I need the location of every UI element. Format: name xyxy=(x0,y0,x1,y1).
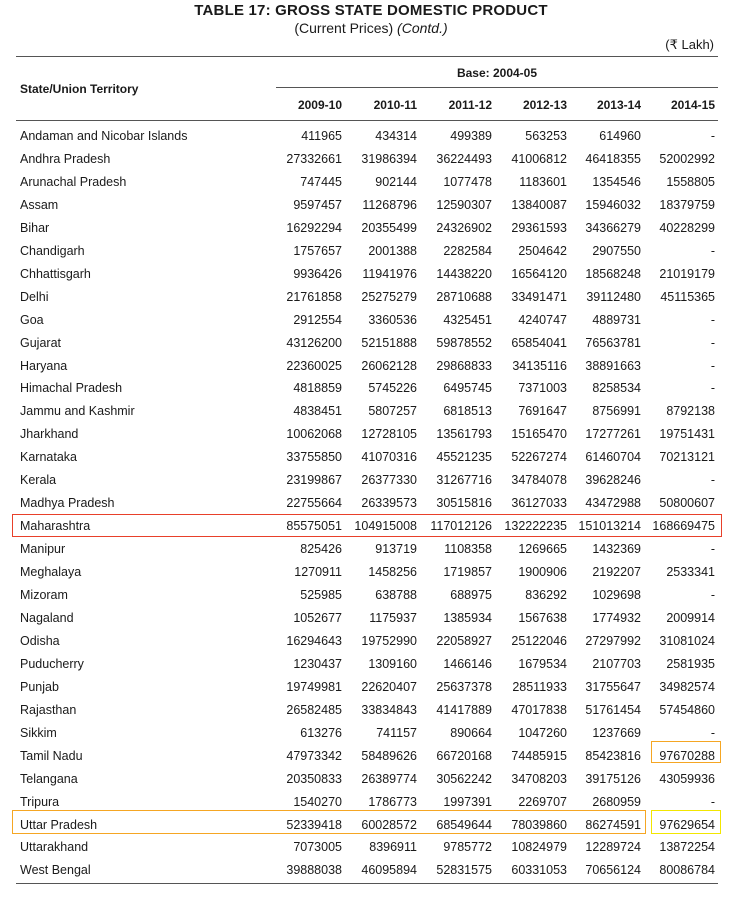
table-row xyxy=(0,861,742,884)
gsdp-cell: 28511933 xyxy=(512,679,567,694)
gsdp-cell: 74485915 xyxy=(511,748,567,763)
gsdp-cell: 52831575 xyxy=(436,863,492,878)
table-row xyxy=(0,655,742,678)
state-name: Tripura xyxy=(20,794,60,809)
gsdp-cell: 45521235 xyxy=(436,450,492,465)
gsdp-cell: 1900906 xyxy=(518,565,567,580)
gsdp-cell: 16564120 xyxy=(511,266,567,281)
state-name: Telangana xyxy=(20,771,78,786)
gsdp-cell: 1052677 xyxy=(293,610,342,625)
gsdp-cell: - xyxy=(710,335,715,350)
state-name: Rajasthan xyxy=(20,702,77,717)
gsdp-cell: 2282584 xyxy=(443,243,492,258)
gsdp-cell: 2107703 xyxy=(592,656,641,671)
gsdp-cell: 411965 xyxy=(301,129,342,143)
year-header: 2012-13 xyxy=(522,98,567,112)
gsdp-cell: 45115365 xyxy=(660,289,715,304)
gsdp-cell: 5745226 xyxy=(368,381,417,396)
state-name: Puducherry xyxy=(20,656,84,671)
table-row xyxy=(0,701,742,724)
gsdp-cell: 34366279 xyxy=(585,220,641,235)
state-name: Andaman and Nicobar Islands xyxy=(20,129,188,143)
table-subtitle xyxy=(0,20,742,36)
gsdp-cell: 741157 xyxy=(376,725,417,740)
gsdp-cell: 41417889 xyxy=(436,702,492,717)
gsdp-cell: - xyxy=(710,542,715,557)
gsdp-cell: 8396911 xyxy=(369,840,417,855)
gsdp-cell: 26062128 xyxy=(361,358,417,373)
gsdp-cell: 1786773 xyxy=(368,794,417,809)
gsdp-cell: 4240747 xyxy=(518,312,567,327)
gsdp-cell: 836292 xyxy=(525,588,567,602)
table-title: TABLE 17: GROSS STATE DOMESTIC PRODUCT xyxy=(194,2,548,19)
gsdp-cell: 21019179 xyxy=(659,266,715,281)
gsdp-cell: 1719857 xyxy=(443,565,492,580)
state-name: Delhi xyxy=(20,289,49,304)
table-row xyxy=(0,311,742,334)
gsdp-cell: 12289724 xyxy=(585,840,641,855)
table-row xyxy=(0,265,742,288)
gsdp-cell: 25275279 xyxy=(361,289,417,304)
gsdp-cell: 16292294 xyxy=(286,220,342,235)
state-name: Chandigarh xyxy=(20,243,85,258)
table-row xyxy=(0,334,742,357)
gsdp-cell: 151013214 xyxy=(578,519,641,534)
gsdp-cell: 2533341 xyxy=(666,565,715,580)
gsdp-cell: 1466146 xyxy=(443,656,492,671)
gsdp-cell: 10062068 xyxy=(286,427,342,442)
gsdp-cell: 1458256 xyxy=(368,565,417,580)
gsdp-cell: 2680959 xyxy=(592,794,641,809)
gsdp-cell: 52002992 xyxy=(659,151,715,166)
gsdp-cell: - xyxy=(710,725,715,740)
year-header: 2014-15 xyxy=(670,98,715,112)
table-row xyxy=(0,425,742,448)
table-row xyxy=(0,540,742,563)
maharashtra-row-highlight xyxy=(12,514,722,537)
gsdp-cell: 13561793 xyxy=(436,427,492,442)
gsdp-cell: 8258534 xyxy=(592,381,641,396)
gsdp-cell: 43126200 xyxy=(286,335,342,350)
gsdp-cell: 29868833 xyxy=(436,358,492,373)
gsdp-cell: 66720168 xyxy=(436,748,492,763)
gsdp-cell: 57454860 xyxy=(659,702,715,717)
gsdp-cell: 47017838 xyxy=(511,702,567,717)
gsdp-cell: 614960 xyxy=(599,129,641,143)
gsdp-cell: 34784078 xyxy=(511,473,567,488)
gsdp-cell: 43059936 xyxy=(659,771,715,786)
gsdp-cell: 17277261 xyxy=(585,427,641,442)
gsdp-cell: 46095894 xyxy=(361,863,417,878)
gsdp-cell: 132222235 xyxy=(504,519,567,534)
state-name: Meghalaya xyxy=(20,565,82,580)
gsdp-cell: 688975 xyxy=(450,588,492,602)
gsdp-cell: - xyxy=(710,312,715,327)
gsdp-cell: 563253 xyxy=(525,129,567,143)
gsdp-cell: 1183601 xyxy=(519,174,567,189)
bottom-rule xyxy=(16,883,718,884)
table-row xyxy=(0,288,742,311)
gsdp-cell: 47973342 xyxy=(286,748,342,763)
gsdp-cell: 11268796 xyxy=(362,197,417,212)
state-name: Andhra Pradesh xyxy=(20,151,111,166)
state-name: Goa xyxy=(20,312,44,327)
gsdp-cell: 58489626 xyxy=(361,748,417,763)
gsdp-cell: 3360536 xyxy=(368,312,417,327)
gsdp-cell: 33834843 xyxy=(361,702,417,717)
table-row xyxy=(0,379,742,402)
gsdp-cell: - xyxy=(710,129,715,143)
gsdp-cell: 1237669 xyxy=(592,725,641,740)
gsdp-cell: 4889731 xyxy=(592,312,641,327)
gsdp-cell: 5807257 xyxy=(368,404,417,419)
gsdp-cell: 68549644 xyxy=(436,817,492,832)
gsdp-cell: 70656124 xyxy=(585,863,641,878)
table-row xyxy=(0,127,742,150)
gsdp-cell: 1774932 xyxy=(592,610,641,625)
gsdp-cell: 27297992 xyxy=(585,633,641,648)
year-header: 2009-10 xyxy=(297,98,342,112)
gsdp-cell: 26389774 xyxy=(361,771,417,786)
gsdp-cell: 747445 xyxy=(300,174,342,189)
state-name: Himachal Pradesh xyxy=(20,381,123,396)
gsdp-cell: - xyxy=(710,358,715,373)
gsdp-cell: 20350833 xyxy=(286,771,342,786)
state-name: Tamil Nadu xyxy=(20,748,83,763)
gsdp-cell: 1230437 xyxy=(293,656,342,671)
gsdp-cell: 65854041 xyxy=(511,335,567,350)
gsdp-cell: 31755647 xyxy=(585,679,641,694)
gsdp-cell: 1047260 xyxy=(518,725,567,740)
gsdp-cell: 1540270 xyxy=(293,794,342,809)
gsdp-cell: 19752990 xyxy=(361,633,417,648)
gsdp-cell: 97629654 xyxy=(659,817,715,832)
gsdp-cell: 31986394 xyxy=(361,151,417,166)
gsdp-cell: 40228299 xyxy=(659,220,715,235)
gsdp-cell: 12728105 xyxy=(361,427,417,442)
gsdp-cell: - xyxy=(710,243,715,258)
gsdp-cell: 52151888 xyxy=(361,335,417,350)
gsdp-cell: 1385934 xyxy=(443,610,492,625)
gsdp-cell: 36224493 xyxy=(436,151,492,166)
gsdp-cell: 78039860 xyxy=(511,817,567,832)
gsdp-cell: 7691647 xyxy=(518,404,567,419)
gsdp-cell: 7073005 xyxy=(293,840,342,855)
gsdp-cell: 613276 xyxy=(300,725,342,740)
gsdp-cell: 34708203 xyxy=(511,771,567,786)
base-year-label: Base: 2004-05 xyxy=(456,66,538,80)
header-rule xyxy=(16,120,718,121)
subtitle-prices: (Current Prices) xyxy=(294,20,394,36)
state-name: Haryana xyxy=(20,358,68,373)
uttar-pradesh-row-highlight xyxy=(12,810,646,834)
gsdp-cell: 60028572 xyxy=(361,817,417,832)
gsdp-cell: 34135116 xyxy=(512,358,567,373)
gsdp-cell: 2581935 xyxy=(666,656,715,671)
gsdp-cell: 26377330 xyxy=(361,473,417,488)
gsdp-cell: 25122046 xyxy=(511,633,567,648)
top-rule xyxy=(16,56,718,57)
gsdp-cell: 41006812 xyxy=(511,151,567,166)
table-row xyxy=(0,219,742,242)
gsdp-cell: 2009914 xyxy=(666,610,715,625)
gsdp-cell: 6818513 xyxy=(443,404,492,419)
gsdp-cell: 1108358 xyxy=(444,542,492,557)
table-row xyxy=(0,173,742,196)
gsdp-cell: 61460704 xyxy=(585,450,641,465)
state-name: Maharashtra xyxy=(20,519,91,534)
gsdp-cell: 19751431 xyxy=(659,427,715,442)
gsdp-cell: 76563781 xyxy=(585,335,641,350)
gsdp-cell: 890664 xyxy=(450,725,492,740)
gsdp-cell: 9936426 xyxy=(293,266,342,281)
gsdp-cell: 1270911 xyxy=(294,565,342,580)
gsdp-cell: 23199867 xyxy=(286,473,342,488)
gsdp-cell: 39175126 xyxy=(585,771,641,786)
table-row xyxy=(0,632,742,655)
gsdp-cell: 19749981 xyxy=(286,679,342,694)
gsdp-cell: 85423816 xyxy=(585,748,641,763)
table-row xyxy=(0,838,742,861)
gsdp-cell: 18379759 xyxy=(659,197,715,212)
gsdp-cell: 913719 xyxy=(375,542,417,557)
gsdp-cell: 1175937 xyxy=(369,610,417,625)
state-name: Mizoram xyxy=(20,588,68,602)
gsdp-cell: 1997391 xyxy=(443,794,492,809)
year-header: 2011-12 xyxy=(448,98,492,112)
state-name: Jharkhand xyxy=(20,427,79,442)
state-name: Karnataka xyxy=(20,450,77,465)
gsdp-cell: 59878552 xyxy=(436,335,492,350)
gsdp-cell: 4838451 xyxy=(293,404,342,419)
gsdp-cell: 24326902 xyxy=(436,220,492,235)
gsdp-cell: 60331053 xyxy=(511,863,567,878)
gsdp-cell: - xyxy=(710,794,715,809)
gsdp-cell: 26582485 xyxy=(286,702,342,717)
uttar-pradesh-2014-15-highlight xyxy=(651,810,721,834)
state-name: Manipur xyxy=(20,542,66,557)
gsdp-cell: 1679534 xyxy=(518,656,567,671)
table-row xyxy=(0,357,742,380)
gsdp-cell: 22360025 xyxy=(286,358,342,373)
gsdp-cell: 825426 xyxy=(300,542,342,557)
gsdp-cell: 15165470 xyxy=(511,427,567,442)
gsdp-cell: 7371003 xyxy=(518,381,567,396)
gsdp-cell: 2907550 xyxy=(592,243,641,258)
gsdp-cell: 2504642 xyxy=(518,243,567,258)
gsdp-cell: 12590307 xyxy=(436,197,492,212)
gsdp-cell: 50800607 xyxy=(659,496,715,511)
state-name: Uttar Pradesh xyxy=(20,817,98,832)
gsdp-cell: 43472988 xyxy=(585,496,641,511)
gsdp-cell: 4325451 xyxy=(443,312,492,327)
table-row xyxy=(0,747,742,770)
gsdp-cell: 9785772 xyxy=(443,840,492,855)
gsdp-cell: 2192207 xyxy=(592,565,641,580)
gsdp-cell: 25637378 xyxy=(436,679,492,694)
state-name: Punjab xyxy=(20,679,59,694)
gsdp-cell: 1029698 xyxy=(592,588,641,602)
subtitle-contd: (Contd.) xyxy=(397,20,448,36)
gsdp-cell: 18568248 xyxy=(585,266,641,281)
gsdp-cell: 22755664 xyxy=(286,496,342,511)
gsdp-cell: 70213121 xyxy=(659,450,715,465)
gsdp-cell: 26339573 xyxy=(361,496,417,511)
gsdp-cell: 1567638 xyxy=(518,610,567,625)
state-name: Bihar xyxy=(20,220,50,235)
gsdp-cell: 85575051 xyxy=(286,519,342,534)
gsdp-cell: 525985 xyxy=(300,588,342,602)
gsdp-cell: 33491471 xyxy=(511,289,567,304)
gsdp-cell: 36127033 xyxy=(511,496,567,511)
gsdp-cell: 39628246 xyxy=(585,473,641,488)
table-row xyxy=(0,770,742,793)
state-name: Jammu and Kashmir xyxy=(20,404,135,419)
gsdp-cell: 39888038 xyxy=(286,863,342,878)
table-row xyxy=(0,586,742,609)
gsdp-cell: 21761858 xyxy=(286,289,342,304)
state-name: West Bengal xyxy=(20,863,91,878)
gsdp-cell: 638788 xyxy=(375,588,417,602)
gsdp-cell: 8756991 xyxy=(592,404,641,419)
state-name: Sikkim xyxy=(20,725,57,740)
table-row xyxy=(0,471,742,494)
gsdp-cell: 28710688 xyxy=(436,289,492,304)
state-name: Uttarakhand xyxy=(20,840,89,855)
table-row xyxy=(0,242,742,265)
gsdp-cell: 20355499 xyxy=(361,220,417,235)
year-header: 2010-11 xyxy=(373,98,417,112)
gsdp-cell: 34982574 xyxy=(659,679,715,694)
gsdp-cell: 31081024 xyxy=(659,633,715,648)
state-name: Gujarat xyxy=(20,335,61,350)
gsdp-cell: 1309160 xyxy=(368,656,417,671)
gsdp-cell: 97670288 xyxy=(659,748,715,763)
gsdp-cell: 104915008 xyxy=(354,519,417,534)
gsdp-cell: 30562242 xyxy=(436,771,492,786)
gsdp-cell: 29361593 xyxy=(511,220,567,235)
state-name: Kerala xyxy=(20,473,57,488)
gsdp-cell: 11941976 xyxy=(362,266,417,281)
gsdp-cell: 30515816 xyxy=(436,496,492,511)
gsdp-cell: 10824979 xyxy=(511,840,567,855)
gsdp-cell: 38891663 xyxy=(585,358,641,373)
gsdp-cell: 14438220 xyxy=(436,266,492,281)
unit-label: (₹ Lakh) xyxy=(665,37,714,52)
state-name: Odisha xyxy=(20,633,60,648)
gsdp-cell: 15946032 xyxy=(585,197,641,212)
gsdp-cell: - xyxy=(710,588,715,602)
gsdp-cell: 8792138 xyxy=(666,404,715,419)
state-name: Nagaland xyxy=(20,610,74,625)
gsdp-cell: 2269707 xyxy=(518,794,567,809)
gsdp-cell: 33755850 xyxy=(286,450,342,465)
gsdp-cell: 1269665 xyxy=(518,542,567,557)
gsdp-cell: 39112480 xyxy=(586,289,641,304)
gsdp-cell: 9597457 xyxy=(293,197,342,212)
gsdp-cell: - xyxy=(710,473,715,488)
gsdp-cell: 41070316 xyxy=(361,450,417,465)
gsdp-cell: 4818859 xyxy=(293,381,342,396)
state-name: Arunachal Pradesh xyxy=(20,174,127,189)
gsdp-cell: - xyxy=(710,381,715,396)
gsdp-cell: 31267716 xyxy=(436,473,492,488)
gsdp-cell: 13872254 xyxy=(659,840,715,855)
base-rule xyxy=(276,87,718,88)
gsdp-cell: 2001388 xyxy=(368,243,417,258)
gsdp-cell: 27332661 xyxy=(286,151,342,166)
gsdp-cell: 16294643 xyxy=(286,633,342,648)
gsdp-cell: 13840087 xyxy=(511,197,567,212)
gsdp-cell: 6495745 xyxy=(443,381,492,396)
table-row xyxy=(0,678,742,701)
table-row xyxy=(0,448,742,471)
gsdp-cell: 1558805 xyxy=(666,174,715,189)
year-header: 2013-14 xyxy=(596,98,641,112)
table-row xyxy=(0,724,742,747)
gsdp-cell: 1432369 xyxy=(592,542,641,557)
state-name: Assam xyxy=(20,197,59,212)
gsdp-cell: 1077478 xyxy=(443,174,492,189)
column-header-state: State/Union Territory xyxy=(20,82,139,96)
gsdp-cell: 117012126 xyxy=(430,519,492,534)
gsdp-cell: 2912554 xyxy=(293,312,342,327)
gsdp-cell: 902144 xyxy=(375,174,417,189)
gsdp-cell: 434314 xyxy=(375,129,417,143)
table-row xyxy=(0,609,742,632)
gsdp-cell: 86274591 xyxy=(585,817,641,832)
gsdp-cell: 51761454 xyxy=(585,702,641,717)
gsdp-cell: 46418355 xyxy=(585,151,641,166)
gsdp-cell: 499389 xyxy=(450,129,492,143)
table-row xyxy=(0,402,742,425)
gsdp-cell: 52267274 xyxy=(511,450,567,465)
gsdp-cell: 168669475 xyxy=(652,519,715,534)
state-name: Madhya Pradesh xyxy=(20,496,115,511)
gsdp-cell: 22620407 xyxy=(361,679,417,694)
table-row xyxy=(0,196,742,219)
state-name: Chhattisgarh xyxy=(20,266,91,281)
gsdp-cell: 1757657 xyxy=(293,243,342,258)
gsdp-cell: 80086784 xyxy=(659,863,715,878)
gsdp-cell: 1354546 xyxy=(592,174,641,189)
table-row xyxy=(0,563,742,586)
table-row xyxy=(0,150,742,173)
gsdp-cell: 52339418 xyxy=(286,817,342,832)
tamil-nadu-2014-15-highlight xyxy=(651,741,721,763)
gsdp-cell: 22058927 xyxy=(436,633,492,648)
